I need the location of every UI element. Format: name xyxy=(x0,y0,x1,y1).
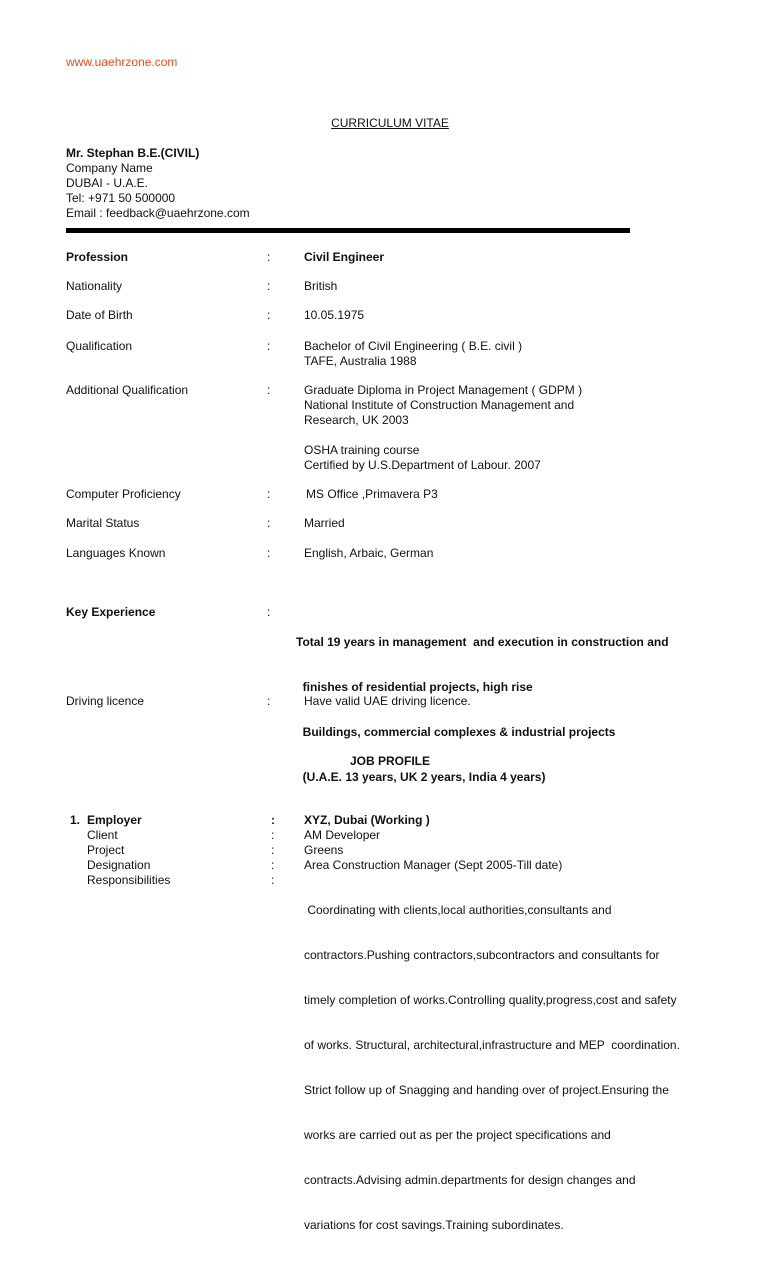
candidate-name: Mr. Stephan B.E.(CIVIL) xyxy=(66,146,200,160)
company-name: Company Name xyxy=(66,161,153,175)
dob-value: 10.05.1975 xyxy=(304,308,365,322)
driving-value: Have valid UAE driving licence. xyxy=(304,694,471,708)
key-experience-label: Key Experience xyxy=(66,605,156,619)
experience-line: Buildings, commercial complexes & industrial projects xyxy=(296,725,616,739)
qualification-label: Qualification xyxy=(66,339,133,353)
responsibility-line: variations for cost savings.Training subordinates. xyxy=(304,1218,564,1232)
qualification-line: Graduate Diploma in Project Management ( GDPM ) xyxy=(304,383,583,397)
employer-value: XYZ, Dubai (Working ) xyxy=(304,813,430,827)
designation-value: Area Construction Manager (Sept 2005-Till date) xyxy=(304,858,563,872)
header-divider xyxy=(66,228,630,233)
contact-header xyxy=(66,146,250,221)
nationality-value: British xyxy=(304,279,338,293)
separator: : xyxy=(267,308,271,322)
additional-qualification-value xyxy=(304,383,582,473)
client-label: Client xyxy=(87,828,118,842)
responsibility-line: Coordinating with clients,local authorities,consultants and xyxy=(304,903,612,917)
languages-value: English, Arbaic, German xyxy=(304,546,434,560)
nationality-label: Nationality xyxy=(66,279,123,293)
experience-line: finishes of residential projects, high rise xyxy=(296,680,533,694)
location: DUBAI - U.A.E. xyxy=(66,176,149,190)
profession-value: Civil Engineer xyxy=(304,250,385,264)
website-link[interactable]: www.uaehrzone.com xyxy=(66,55,178,69)
computer-label: Computer Proficiency xyxy=(66,487,181,501)
telephone: Tel: +971 50 500000 xyxy=(66,191,176,205)
separator: : xyxy=(267,487,271,501)
profession-label: Profession xyxy=(66,250,129,264)
client-value: AM Developer xyxy=(304,828,381,842)
experience-line: (U.A.E. 13 years, UK 2 years, India 4 years) xyxy=(296,770,546,784)
qualification-line: Bachelor of Civil Engineering ( B.E. civil ) xyxy=(304,339,523,353)
qualification-line: Certified by U.S.Department of Labour. 2007 xyxy=(304,458,541,472)
separator: : xyxy=(267,516,271,530)
project-label: Project xyxy=(87,843,125,857)
email: Email : feedback@uaehrzone.com xyxy=(66,206,250,220)
qualification-line: National Institute of Construction Management and xyxy=(304,398,575,412)
qualification-value xyxy=(304,339,522,369)
responsibility-line: timely completion of works.Controlling quality,progress,cost and safety xyxy=(304,993,677,1007)
separator: : xyxy=(267,279,271,293)
responsibilities-value xyxy=(304,873,714,1263)
project-value: Greens xyxy=(304,843,344,857)
additional-qualification-label: Additional Qualification xyxy=(66,383,189,397)
separator: : xyxy=(267,605,271,619)
separator: : xyxy=(267,339,271,353)
responsibilities-label: Responsibilities xyxy=(87,873,171,887)
separator: : xyxy=(271,828,275,842)
driving-label: Driving licence xyxy=(66,694,145,708)
separator: : xyxy=(267,546,271,560)
responsibility-line: Strict follow up of Snagging and handing over of project.Ensuring the xyxy=(304,1083,669,1097)
computer-value: MS Office ,Primavera P3 xyxy=(306,487,438,501)
responsibility-line: works are carried out as per the project specifications and xyxy=(304,1128,611,1142)
marital-label: Marital Status xyxy=(66,516,140,530)
separator: : xyxy=(271,873,275,887)
responsibility-line: contracts.Advising admin.departments for design changes and xyxy=(304,1173,636,1187)
designation-label: Designation xyxy=(87,858,151,872)
document-title: CURRICULUM VITAE xyxy=(331,116,449,130)
responsibility-line: contractors.Pushing contractors,subcontractors and consultants for xyxy=(304,948,660,962)
separator: : xyxy=(267,250,271,264)
job-profile-heading: JOB PROFILE xyxy=(349,754,430,768)
separator: : xyxy=(271,813,275,827)
list-number: 1. xyxy=(70,813,81,827)
marital-value: Married xyxy=(304,516,345,530)
languages-label: Languages Known xyxy=(66,546,166,560)
separator: : xyxy=(267,694,271,708)
dob-label: Date of Birth xyxy=(66,308,133,322)
separator: : xyxy=(271,843,275,857)
qualification-line: Research, UK 2003 xyxy=(304,413,409,427)
qualification-line: OSHA training course xyxy=(304,443,420,457)
experience-line: Total 19 years in management and execution in construction and xyxy=(296,635,669,649)
responsibility-line: of works. Structural, architectural,infrastructure and MEP coordination. xyxy=(304,1038,680,1052)
employer-label: Employer xyxy=(87,813,142,827)
separator: : xyxy=(271,858,275,872)
qualification-line: TAFE, Australia 1988 xyxy=(304,354,417,368)
key-experience-value xyxy=(296,605,669,815)
separator: : xyxy=(267,383,271,397)
blank-line xyxy=(304,428,582,443)
